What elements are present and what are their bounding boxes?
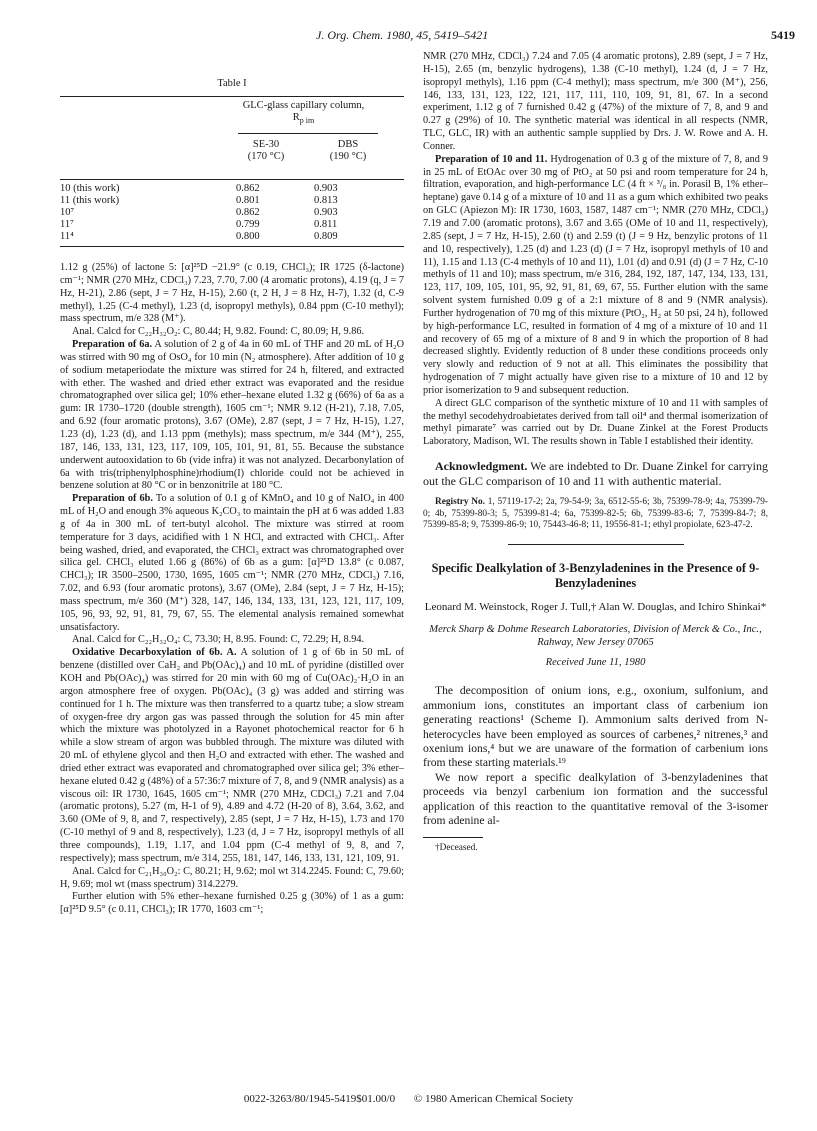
- affiliation: Merck Sharp & Dohme Research Laboratories, Division of Merck & Co., Inc., Rahway, New Jersey 07065: [429, 624, 762, 649]
- footnote: †Deceased.: [435, 843, 478, 854]
- article-title: Specific Dealkylation of 3-Benzyladenines in the Presence of 9-Benzyladenines: [431, 560, 760, 590]
- paragraph: Preparation of 6a. A solution of 2 g of 4a in 60 mL of THF and 20 mL of H₂O was stirred with 90 mg of OsO₄ for 10 min (N₂ atmosphere). After addition of 10 g of sodium metaperiodate the mixture was stirred for 24 h, filtered, and extracted with ether. The washed and dried ether extract was evaporated and the residue chromatographed over silica gel; 10% ether–hexane eluted 1.32 g (66%) of 6a as a gum: IR 1730–1720 (double strength), 1605 cm⁻¹; NMR 9.12 (H-21), 7.18, 7.05, and 6.92 (four aromatic protons), 3.67 (OMe), 2.87 (sept, J = 7 Hz, H-15), 1.27, 1.23 (d), 1.23 (d), and 1.13 ppm (methyls); mass spectrum, m/e 344 (M⁺), 255, 187, 146, 133, 131, 123, 117, 109, 105, 101, 91, 81, 55. Because the substance underwent autooxidation to 6b (vide infra) it was not analyzed. Decarbonylation of 6a with tris(triphenylphosphine)rhodium(I) chloride could not be achieved in benzene solution at 80 °C or in benzonitrile at 180 °C.: [60, 339, 405, 492]
- col-header-dbs: DBS (190 °C): [329, 138, 367, 162]
- table-row: 11⁴ 0.800 0.809: [60, 231, 338, 243]
- table-row: 10⁷ 0.862 0.903: [60, 206, 338, 218]
- article-code: 0022-3263/80/1945-5419$01.00/0: [243, 1093, 396, 1105]
- table-1: [60, 78, 404, 247]
- section-run-head: Preparation of 6a.: [72, 339, 153, 351]
- section-run-head: Preparation of 10 and 11.: [435, 153, 548, 165]
- left-column: [60, 262, 404, 917]
- paragraph: Anal. Calcd for C₂₁H₃₀O₂: C, 80.21; H, 9.62; mol wt 314.2245. Found: C, 79.60; H, 9.69; mol wt (mass spectrum) 314.2279.: [60, 865, 404, 890]
- paragraph: Preparation of 10 and 11. Hydrogenation of 0.3 g of the mixture of 7, 8, and 9 in 25 mL of EtOAc over 30 mg of PtO₂ at 50 psi and room temperature for 24 h, filtration, evaporation, and high-performance LC (4 ft × ³/₈ in. Porasil B, 1% ether–heptane) gave 0.14 g of a mixture of 10 and 11 as a gum which exhibited two peaks on GLC (Apiezon M): IR 1730, 1603, 1587, 1487 cm⁻¹; NMR (270 MHz, CDCl₃) 7.19 and 7.00 (aromatic protons), 3.67 and 3.65 (OMe of 10 and 11, respectively), 2.85 (sept, J = 7 Hz, H-15), 2.60 (t) and 2.59 (t) (J = 9 Hz, benzylic protons of 11 and 10, respectively), 1.25 (d) and 1.23 (d) (J = 7 Hz, isopropyl methyls of 10 and 11), 1.15 and 1.13 (C-4 methyls of 10 and 11), 1.01 (d) and 0.91 (d) (J = 7 Hz, C-10 methyls of 11 and 10); mass spectrum, m/e 316, 284, 192, 187, 147, 134, 133, 131, 123, 117, 109, 105, 101, 95, 92, 91, 81, 69, 67, 55. Further elution with the same solvent system furnished 0.09 g of a 2:1 mixture of 8 and 9 (NMR analysis). Further hydrogenation of 70 mg of this mixture (PtO₂, H₂ at 50 psi, 24 h), followed by high-performance LC, resulted in formation of 4 mg of a mixture of 10 and 11 and recovery of 65 mg of a mixture of 8 and 9 in which the proportion of 8 had decreased slightly. Evidently reduction of 8 under these conditions proceeds only very slowly and reduction of 9 not at all. This eliminates the possibility that hydrogenation of 7 might actually have given rise to a mixture of 10 and 12 by prior isomerization to 9 and subsequent reduction.: [423, 153, 768, 396]
- page-footer: [0, 1093, 817, 1105]
- section-run-head: Preparation of 6b.: [72, 493, 153, 505]
- table-header: [60, 97, 404, 179]
- paragraph: Preparation of 6b. To a solution of 0.1 g of KMnO₄ and 10 g of NaIO₄ in 400 mL of H₂O and enough 3% aqueous K₂CO₃ to maintain the pH at 6 was added 1.83 g of 4a in 300 mL of tert-butyl alcohol. The mixture was stirred at room temperature for 3 days, acidified with 1 N HCl, and extracted with CHCl₃. After being washed, dried, and evaporated, the CHCl₃ extract was chromatographed over silica gel. CHCl₃ eluted 1.66 g (86%) of 6b as a gum: [α]²⁵D 13.8° (c 0.087, CHCl₃); IR 3500–2500, 1730, 1695, 1605 cm⁻¹; NMR (270 MHz, CDCl₃) 7.16, 7.02, and 6.93 (four aromatic protons), 3.67 (OMe), 2.84 (sept, J = 7 Hz, H-15); mass spectrum, m/e 360 (M⁺) 328, 147, 146, 134, 133, 131, 123, 121, 117, 109, 105, 96, 93, 92, 91, 81, 79, 67, 55. The elemental analysis remained somewhat unsatisfactory.: [60, 493, 404, 633]
- col-header-se30: SE-30 (170 °C): [247, 138, 285, 162]
- section-run-head: Oxidative Decarboxylation of 6b. A.: [72, 647, 237, 659]
- paragraph: NMR (270 MHz, CDCl₃) 7.24 and 7.05 (4 aromatic protons), 2.89 (sept, J = 7 Hz, H-15), 2.65 (m, benzylic hydrogens), 1.38 (C-10 methyl), 1.24 (d, J = 7 Hz, isopropyl methyls), 1.16 ppm (C-4 methyl); mass spectrum, m/e 300 (M⁺), 256, 146, 133, 131, 123, 122, 121, 117, 111, 110, 109, 91, 81, 67. In a second experiment, 1.12 g of 7 furnished 0.42 g (47%) of the mixture of 7, 8, and 9 and 0.27 g (29%) of 10. The synthetic material was identical in all respects (NMR, TLC, GLC, IR) with an authentic sample supplied by Drs. J. W. Rowe and A. H. Conner.: [423, 51, 768, 152]
- authors: Leonard M. Weinstock, Roger J. Tull,† Alan W. Douglas, and Ichiro Shinkai*: [424, 600, 767, 613]
- footnote-rule: [423, 837, 483, 838]
- paragraph: Oxidative Decarboxylation of 6b. A. A solution of 1 g of 6b in 50 mL of benzene (distilled over CaH₂ and Pb(OAc)₄) and 10 mL of pyridine (distilled over KOH and Pb(OAc)₄) was stirred for 20 min with 60 mg of Cu(OAc)₂·H₂O in an argon atmosphere free of oxygen. Pb(OAc)₄ (3 g) was added and stirring was continued for 1 h. The mixture was then transferred to a quartz tube; a slow stream of oxygen-free dry argon gas was passed through the solution for 45 min after which the mixture was photolyzed in a Rayonet photochemical reactor for 6 h while a slow stream of argon was bubbled through. The mixture was diluted with 20 mL of ethylene glycol and then H₂O and extracted with ether. The washed and dried ether extract was evaporated and chromatographed over silica gel; 3% ether–hexane eluted 0.42 g (48%) of a 57:36:7 mixture of 7, 8, and 9 (NMR analysis) as a viscous oil: IR 1730, 1645, 1605 cm⁻¹; NMR (270 MHz, CDCl₃) 7.21 and 7.04 (aromatic protons), 5.27 (m, H-1 of 9), 4.89 and 4.72 (H-20 of 8), 3.64, 3.62, and 3.60 (OMe of 9, 8, and 7, respectively), 2.85 (sept, J = 7 Hz, H-15), 1.73 and 170 (C-10 methyl of 9 and 8, respectively), 1.23 (d, J = 7 Hz, isopropyl methyls of all three compounds), 1.19, 1.17, and 1.04 ppm (C-4 methyl of 9, 8, and 7, respectively); mass spectrum, m/e 314, 255, 181, 147, 146, 133, 131, 121, 109, 91.: [60, 647, 405, 864]
- copyright: © 1980 American Chemical Society: [413, 1093, 574, 1105]
- acknowledgment: Acknowledgment. We are indebted to Dr. Duane Zinkel for carrying out the GLC comparison of 10 and 11 with authentic material.: [423, 459, 768, 489]
- running-header: [0, 28, 817, 46]
- table-row: 11⁷ 0.799 0.811: [60, 219, 338, 231]
- right-column: [423, 51, 768, 855]
- paragraph: A direct GLC comparison of the synthetic mixture of 10 and 11 with samples of the methyl secodehydroabietates derived from tall oil⁴ and thermal isomerization of methyl pimarate⁷ was carried out by Dr. Duane Zinkel at the Forest Products Laboratory, Madison, WI. The results shown in Table I established their identity.: [423, 397, 768, 448]
- article-divider: [508, 544, 684, 545]
- spanner-rule: [238, 133, 378, 134]
- ack-heading: Acknowledgment.: [435, 459, 528, 474]
- table-row: 11 (this work) 0.801 0.813: [60, 194, 338, 206]
- registry-numbers: Registry No. 1, 57119-17-2; 2a, 79-54-9; 3a, 6512-55-6; 3b, 75399-78-9; 4a, 75399-79-0; 4b, 75399-80-3; 5, 75399-81-4; 6a, 75399-82-5; 6b, 75399-83-6; 7, 75399-84-7; 8, 75399-85-8; 9, 75399-86-9; 10, 75443-46-8; 11, 19556-81-1; ethyl propiolate, 623-47-2.: [423, 497, 768, 531]
- paragraph: 1.12 g (25%) of lactone 5: [α]²⁵D −21.9° (c 0.19, CHCl₃); IR 1725 (δ-lactone) cm⁻¹; NMR (270 MHz, CDCl₃) 7.23, 7.70, 7.00 (4 aromatic protons), 4.19 (q, J = 7 Hz, H-21), 2.86 (sept, J = 7 Hz, H-15), 2.60 (t, 2 H, J = 8 Hz, H-7), 1.32 (d, C-9 methyl), 1.25 (C-4 methyl), 1.23 (d, isopropyl methyls), 0.84 ppm (C-10 methyl); mass spectrum, m/e 328 (M⁺).: [60, 262, 404, 325]
- table-spanner-heading: GLC-glass capillary column, $R_{p im}$: [242, 99, 365, 126]
- received-date: Received June 11, 1980: [545, 657, 646, 669]
- paragraph: We now report a specific dealkylation of 3-benzyladenines that proceeds via benzyl carbenium ion formation and the successful application of this reaction to the quantitative removal of the 3-isomer from adenine al-: [423, 770, 768, 827]
- paragraph: The decomposition of onium ions, e.g., oxonium, sulfonium, and ammonium ions, constitutes an important class of carbenium ion generating reactions¹ (Scheme I). Ammonium salts derived from N-heterocycles have been employed as sources of carbenes,² nitrenes,³ and oxenium ions,⁴ but we are unaware of the formation of carbenium ions from these starting materials.¹⁹: [423, 684, 768, 770]
- journal-citation: J. Org. Chem. 1980, 45, 5419–5421: [316, 28, 489, 42]
- table-bottom-rule: [60, 246, 404, 247]
- page-number: 5419: [771, 28, 795, 42]
- table-row: 10 (this work) 0.862 0.903: [60, 182, 338, 194]
- paragraph: Anal. Calcd for C₂₂H₃₂O₂: C, 80.44; H, 9.82. Found: C, 80.09; H, 9.86.: [72, 326, 365, 338]
- paragraph: Anal. Calcd for C₂₂H₃₂O₄: C, 73.30; H, 8.95. Found: C, 72.29; H, 8.94.: [72, 634, 365, 646]
- table-caption: Table I: [217, 78, 247, 89]
- paragraph: Further elution with 5% ether–hexane furnished 0.25 g (30%) of 1 as a gum: [α]²⁵D 9.5° (c 0.11, CHCl₃); IR 1770, 1603 cm⁻¹;: [60, 891, 404, 916]
